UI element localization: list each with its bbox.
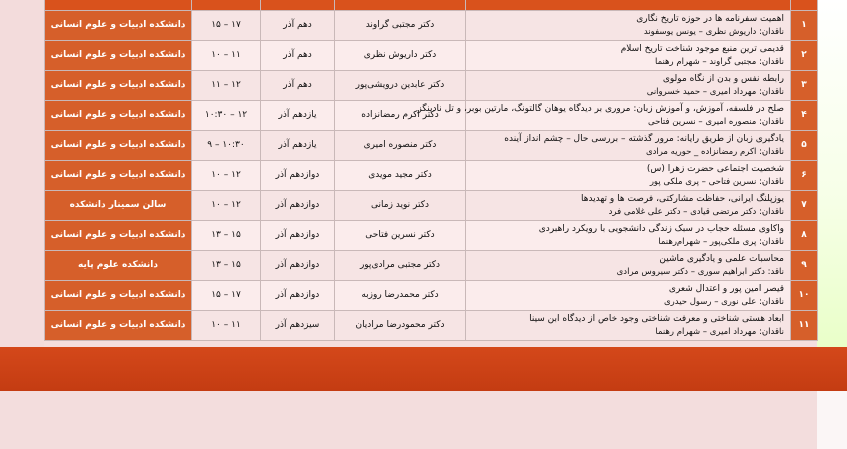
session-critics: ناقدان: منصوره امیری – نسرین فتاحی <box>648 116 784 127</box>
time: ۱۲ – ۱۰ <box>192 191 261 221</box>
session-title-cell <box>466 251 791 281</box>
session-title-cell <box>466 221 791 251</box>
venue: دانشکده ادبیات و علوم انسانی <box>45 11 192 41</box>
session-title-cell <box>466 281 791 311</box>
table-row <box>45 281 818 311</box>
header-cell-title <box>466 0 791 11</box>
table-row <box>45 131 818 161</box>
time: ۱۷ – ۱۵ <box>192 281 261 311</box>
session-title-cell <box>466 131 791 161</box>
row-number: ۱ <box>791 11 818 41</box>
session-title-cell <box>466 311 791 341</box>
table-row <box>45 101 818 131</box>
venue: دانشکده ادبیات و علوم انسانی <box>45 221 192 251</box>
date: دوازدهم آذر <box>261 281 335 311</box>
schedule-table <box>44 0 818 341</box>
session-title: رابطه نفس و بدن از نگاه مولوی <box>662 73 784 84</box>
table-row <box>45 11 818 41</box>
speaker: دکتر داریوش نظری <box>335 41 466 71</box>
row-number: ۵ <box>791 131 818 161</box>
session-critics: ناقدان: پری ملکی‌پور – شهرام‌رهنما <box>658 236 784 247</box>
time: ۱۲ – ۱۱ <box>192 71 261 101</box>
speaker: دکتر محمدرضا روزبه <box>335 281 466 311</box>
left-margin <box>0 0 44 350</box>
speaker: دکتر نسرین فتاحی <box>335 221 466 251</box>
header-row <box>45 0 818 11</box>
table-row <box>45 221 818 251</box>
venue: دانشکده ادبیات و علوم انسانی <box>45 131 192 161</box>
header-cell-date <box>261 0 335 11</box>
session-title: محاسبات علمی و یادگیری ماشین <box>659 253 784 264</box>
session-title: ابعاد هستی شناختی و معرفت شناختی وجود خاص از دیدگاه ابن سینا <box>529 313 784 324</box>
speaker: دکتر مجتبی گراوند <box>335 11 466 41</box>
date: یازدهم آذر <box>261 101 335 131</box>
session-title-cell <box>466 71 791 101</box>
session-critics: ناقدان: مهرداد امیری – حمید خسروانی <box>646 86 784 97</box>
row-number: ۳ <box>791 71 818 101</box>
speaker: دکتر مجید مویدی <box>335 161 466 191</box>
venue: دانشکده ادبیات و علوم انسانی <box>45 281 192 311</box>
time: ۱۵ – ۱۳ <box>192 221 261 251</box>
date: دهم آذر <box>261 11 335 41</box>
session-title: اهمیت سفرنامه ها در حوزه تاریخ نگاری <box>636 13 784 24</box>
session-title: واکاوی مسئله حجاب در سبک زندگی دانشجویی با رویکرد راهبردی <box>538 223 784 234</box>
session-critics: ناقدان: مجتبی گراوند – شهرام رهنما <box>654 56 784 67</box>
time: ۱۷ – ۱۵ <box>192 11 261 41</box>
right-margin <box>817 0 847 350</box>
footer-band <box>0 347 847 391</box>
date: سیزدهم آذر <box>261 311 335 341</box>
date: دوازدهم آذر <box>261 191 335 221</box>
header-cell-venue <box>45 0 192 11</box>
venue: سالن سمینار دانشکده <box>45 191 192 221</box>
row-number: ۷ <box>791 191 818 221</box>
header-cell-speaker <box>335 0 466 11</box>
time: ۱۰:۳۰ – ۹ <box>192 131 261 161</box>
speaker: دکتر محمودرضا مرادیان <box>335 311 466 341</box>
table-row <box>45 161 818 191</box>
venue: دانشکده ادبیات و علوم انسانی <box>45 161 192 191</box>
date: دهم آذر <box>261 71 335 101</box>
speaker: دکتر عابدین درویشی‌پور <box>335 71 466 101</box>
session-title: شخصیت اجتماعی حضرت زهرا (س) <box>646 163 784 174</box>
session-critics: ناقدان: نسرین فتاحی – پری ملکی پور <box>649 176 784 187</box>
table-row <box>45 191 818 221</box>
session-critics: ناقدان: دکتر مرتضی قیادی – دکتر علی غلامی فرد <box>608 206 784 217</box>
session-critics: ناقدان: علی نوری – رسول حیدری <box>663 296 784 307</box>
speaker: دکتر اکرم رمضانزاده <box>335 101 466 131</box>
header-cell-time <box>192 0 261 11</box>
session-title: قیصر امین پور و اعتدال شعری <box>668 283 784 294</box>
venue: دانشکده علوم پایه <box>45 251 192 281</box>
header-cell-number <box>791 0 818 11</box>
date: دهم آذر <box>261 41 335 71</box>
date: یازدهم آذر <box>261 131 335 161</box>
session-critics: ناقدان: داریوش نظری – یونس یوسفوند <box>643 26 784 37</box>
time: ۱۲ – ۱۰:۳۰ <box>192 101 261 131</box>
session-critics: ناقدان: مهرداد امیری – شهرام رهنما <box>655 326 784 337</box>
row-number: ۴ <box>791 101 818 131</box>
time: ۱۱ – ۱۰ <box>192 311 261 341</box>
session-title: یادگیری زبان از طریق رایانه: مرور گذشته – بررسی حال – چشم انداز آینده <box>504 133 784 144</box>
time: ۱۱ – ۱۰ <box>192 41 261 71</box>
session-title-cell <box>466 161 791 191</box>
session-title: صلح در فلسفه، آموزش، و آموزش زبان: مروری بر دیدگاه یوهان گالتونگ، مارتین بوبر، و تل نادینگز <box>417 103 784 114</box>
table-row <box>45 251 818 281</box>
session-title: یوزپلنگ ایرانی، حفاظت مشارکتی، فرصت ها و تهدیدها <box>580 193 784 204</box>
row-number: ۱۰ <box>791 281 818 311</box>
session-title-cell <box>466 41 791 71</box>
date: دوازدهم آذر <box>261 161 335 191</box>
date: دوازدهم آذر <box>261 251 335 281</box>
speaker: دکتر مجتبی مرادی‌پور <box>335 251 466 281</box>
table-row <box>45 41 818 71</box>
date: دوازدهم آذر <box>261 221 335 251</box>
speaker: دکتر نوید زمانی <box>335 191 466 221</box>
time: ۱۲ – ۱۰ <box>192 161 261 191</box>
table-row <box>45 71 818 101</box>
row-number: ۶ <box>791 161 818 191</box>
session-title: قدیمی ترین منبع موجود شناخت تاریخ اسلام <box>620 43 784 54</box>
session-title-cell <box>466 191 791 221</box>
session-title-cell <box>417 101 791 131</box>
session-critics: ناقد: دکتر ابراهیم سوری – دکتر سیروس مرادی <box>616 266 784 277</box>
row-number: ۹ <box>791 251 818 281</box>
venue: دانشکده ادبیات و علوم انسانی <box>45 71 192 101</box>
session-title-cell <box>466 11 791 41</box>
speaker: دکتر منصوره امیری <box>335 131 466 161</box>
session-critics: ناقدان: اکرم رمضانزاده _ حوریه مرادی <box>645 146 784 157</box>
page-bottom <box>0 391 847 449</box>
time: ۱۵ – ۱۳ <box>192 251 261 281</box>
table-row <box>45 311 818 341</box>
venue: دانشکده ادبیات و علوم انسانی <box>45 101 192 131</box>
row-number: ۸ <box>791 221 818 251</box>
row-number: ۱۱ <box>791 311 818 341</box>
venue: دانشکده ادبیات و علوم انسانی <box>45 311 192 341</box>
venue: دانشکده ادبیات و علوم انسانی <box>45 41 192 71</box>
row-number: ۲ <box>791 41 818 71</box>
